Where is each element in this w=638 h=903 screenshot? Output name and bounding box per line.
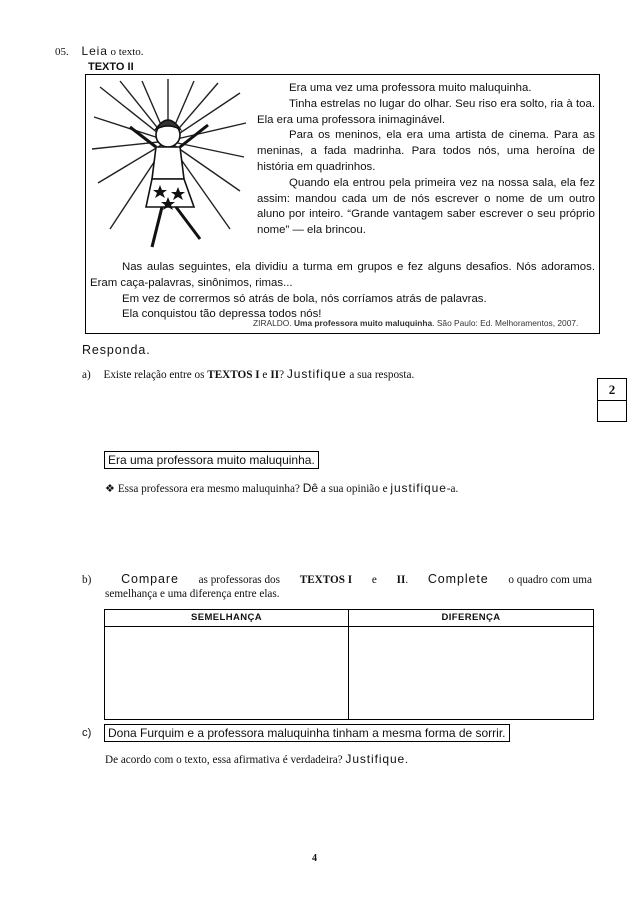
question-a-verb: Justifique: [286, 367, 347, 381]
score-box: [597, 378, 627, 422]
story-source: [253, 318, 578, 328]
question-a-text-i: TEXTOS I: [207, 369, 260, 381]
table-header-diferenca: DIFERENÇA: [441, 612, 501, 623]
question-number: 05.: [55, 46, 69, 58]
story-paragraph-7: Ela conquistou tão depressa todos nós!: [122, 308, 322, 321]
responda-heading: Responda.: [82, 343, 151, 357]
question-c-text: [105, 752, 408, 766]
question-b-text-2: o quadro com uma: [508, 574, 592, 586]
question-b-text-ii: II: [396, 574, 406, 586]
table-cell-diferenca[interactable]: [351, 629, 589, 716]
question-c-verb: Justifique: [345, 752, 406, 766]
question-a-text: Existe relação entre os: [103, 369, 205, 381]
story-right-column: [257, 81, 595, 239]
table-cell-semelhanca[interactable]: [107, 629, 345, 716]
table-header-semelhanca: SEMELHANÇA: [190, 612, 263, 623]
story-bottom-text: [90, 260, 595, 323]
comparison-table: [104, 609, 594, 720]
source-title: Uma professora muito maluquinha: [293, 318, 433, 328]
table-header-line: [105, 626, 593, 627]
question-b-letter: b): [82, 574, 92, 586]
question-05-header: [55, 44, 144, 58]
story-paragraph-4: Quando ela entrou pela primeira vez na nossa sala, ela fez assim: mandou cada um de nós escrever o nome de um outro aluno por inteiro. “Grande vantagem saber escrever o seu próprio nome” — ela brincou.: [257, 176, 595, 237]
question-b-and: e: [371, 574, 377, 586]
source-author: ZIRALDO.: [253, 318, 292, 328]
question-a-letter: a): [82, 369, 91, 381]
question-a-and: e: [262, 369, 268, 381]
question-c-letter: c): [82, 727, 92, 739]
score-value: 2: [598, 379, 626, 401]
story-paragraph-1: Era uma vez uma professora muito maluquinha.: [289, 82, 532, 94]
story-paragraph-2: Tinha estrelas no lugar do olhar. Seu riso era solto, ria à toa. Ela era uma professora inimaginável.: [257, 97, 595, 126]
question-b-period: .: [405, 574, 409, 586]
question-b-line2: semelhança e uma diferença entre elas.: [105, 588, 280, 600]
question-b-text-i: TEXTOS I: [299, 574, 353, 586]
question-a-end: a sua resposta.: [349, 369, 415, 381]
question-c-sentence: De acordo com o texto, essa afirmativa é verdadeira?: [105, 754, 343, 766]
page-number: 4: [312, 853, 317, 864]
story-paragraph-5: Nas aulas seguintes, ela dividiu a turma em grupos e fez alguns desafios. Nós adoramos. Eram caça-palavras, sinônimos, rimas...: [90, 261, 595, 289]
question-a-qmark: ?: [279, 369, 285, 381]
question-b-text: as professoras dos: [198, 574, 280, 586]
bullet-end: -a.: [446, 483, 459, 495]
bullet-verb-de: Dê: [302, 481, 319, 495]
quote-box-2: Dona Furquim e a professora maluquinha tinham a mesma forma de sorrir.: [104, 724, 510, 742]
diamond-bullet-icon: ❖: [105, 483, 116, 495]
teacher-illustration: [90, 79, 248, 259]
bullet-text: Essa professora era mesmo maluquinha?: [117, 483, 300, 495]
instruction-text: o texto.: [110, 46, 144, 58]
source-details: . São Paulo: Ed. Melhoramentos, 2007.: [432, 318, 579, 328]
question-b-verb-compare: Compare: [121, 572, 179, 586]
story-box: [85, 74, 600, 334]
bullet-verb-justifique: justifique: [390, 481, 447, 495]
bullet-text-2: a sua opinião e: [320, 483, 388, 495]
question-b-verb-complete: Complete: [427, 572, 489, 586]
question-b: [82, 572, 592, 600]
question-a-text-ii: II: [270, 369, 280, 381]
instruction-verb: Leia: [81, 44, 108, 58]
text-label: TEXTO II: [88, 61, 134, 73]
question-c-period: .: [405, 754, 408, 766]
story-paragraph-6: Em vez de corrermos só atrás de bola, nós corríamos atrás de palavras.: [122, 292, 487, 305]
quote-box-1: Era uma professora muito maluquinha.: [104, 451, 319, 469]
bullet-question: [105, 481, 458, 495]
story-paragraph-3: Para os meninos, ela era uma artista de cinema. Para as meninas, a fada madrinha. Para todos nós, uma heroína de história em quadrinhos.: [257, 129, 595, 173]
question-a: [82, 367, 414, 381]
